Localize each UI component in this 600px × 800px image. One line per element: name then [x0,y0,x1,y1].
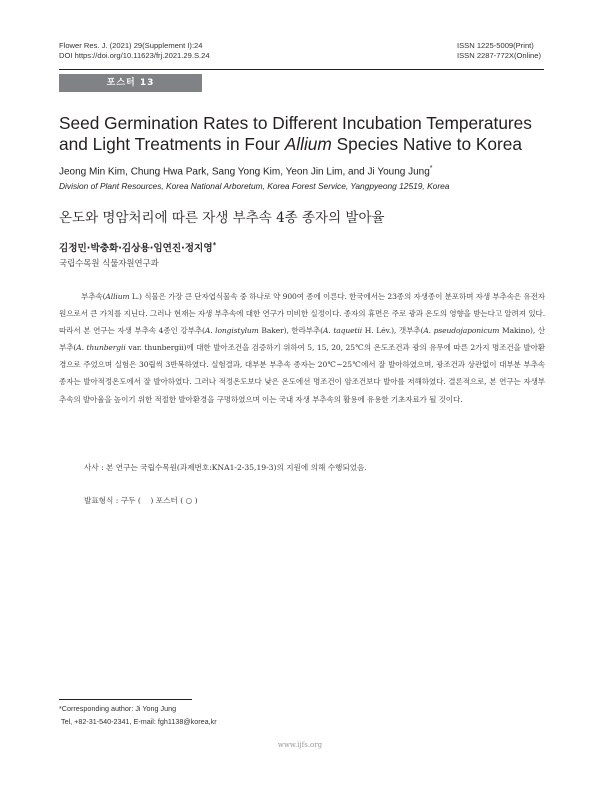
section-tab: 포스터 13 [59,74,202,92]
abstract-text: L.) 식물은 가장 큰 단자엽식물속 중 하나로 약 900여 종에 이른다. 한국에서는 23종의 자생종이 분포하며 자생 부추속은 유전자원으로서 큰 가치를 지닌다. 그러나 현재는 자생 부추속에 대한 연구가 미비한 실정이다. 종자의 휴면은 주로 광과 온도의 영향을 받는다고 알려져 있다. 따라서 본 연구는 자생 부추속 4종인 강부추( [59,292,545,336]
species-name: A. longistylum [204,326,259,336]
issn-block [457,41,541,61]
author-names: Jeong Min Kim, Chung Hwa Park, Sang Yong Kim, Yeon Jin Lim, and Ji Young Jung [59,166,430,178]
title-genus: Allium [284,134,332,154]
species-name: A. pseudojaponicum [423,326,500,336]
korean-author-list [59,240,216,254]
issn-print: ISSN 1225-5009(Print) [457,41,534,50]
acknowledgement: 사사 : 본 연구는 국립수목원(과제번호:KNA1-2-35,19-3)의 지원에 의해 수행되었음. [84,463,367,472]
species-name: A. taquetii [323,326,363,336]
site-url[interactable]: www.ijfs.org [277,741,323,749]
paper-title [59,113,549,155]
citation-line: Flower Res. J. (2021) 29(Supplement I):24 [59,41,203,50]
contact-info: Tel, +82-31-540-2341, E-mail: fgh1138@korea,kr [61,717,217,726]
issn-online: ISSN 2287-772X(Online) [457,51,541,60]
author-mark: * [429,165,433,172]
korean-author-mark: * [212,240,217,249]
corresponding-author: *Corresponding author: Ji Yong Jung [59,704,177,713]
abstract-text: 부추속( [81,292,106,301]
abstract-text: var. thunbergii)에 대한 발아조건을 검증하기 위하여 5, 15, 20, 25℃의 온도조건과 광의 유무에 따른 2가지 명조건을 발아환경으로 주었으며 실험은 30립씩 3반복하였다. 실험결과, 대부분 부추속 종자는 20℃~25℃에서 잘 발아하였으며, 광조건과 상관없이 대부분 부추속 종자는 발아적정온도에서 잘 발아하였다. 그러나 적정온도보다 낮은 온도에선 명조건이 암조건보다 발아를 저해하였다. 결론적으로, 본 연구는 자생부추속의 발아율을 높이기 위한 적절한 발아환경을 구명하였으며 이는 국내 자생 부추속의 활용에 유용한 기초자료가 될 것이다. [59,343,545,404]
korean-author-names: 김정민·박충화·김상용·임연진·정지영 [59,243,213,254]
author-list [59,165,433,177]
footnote-divider [59,699,192,700]
title-part1: Seed Germination Rates to Different Incubation Temperatures and Light Treatments in Four [59,113,532,154]
affiliation: Division of Plant Resources, Korea National Arboretum, Korea Forest Service, Yangpyeong 12519, Korea [59,181,450,191]
korean-title: 온도와 명암처리에 따른 자생 부추속 4종 종자의 발아율 [59,210,385,226]
journal-citation [59,41,210,61]
korean-affiliation: 국립수목원 식물자원연구과 [59,258,159,268]
abstract-text: Baker), 한라부추( [258,326,324,336]
species-name: Allium [105,292,130,301]
abstract-body [59,288,545,408]
header-divider [59,69,544,70]
presentation-format: 발표형식 : 구두 ( ) 포스터 ( ○ ) [84,496,198,505]
title-part2: Species Native to Korea [331,134,523,154]
abstract-text: Makino), 산부추( [59,326,545,353]
doi-line: DOI https://doi.org/10.11623/frj.2021.29.S.24 [59,51,210,60]
species-name: A. thunbergii [76,343,126,353]
abstract-text: H. Lév.), 갯부추( [362,326,424,336]
